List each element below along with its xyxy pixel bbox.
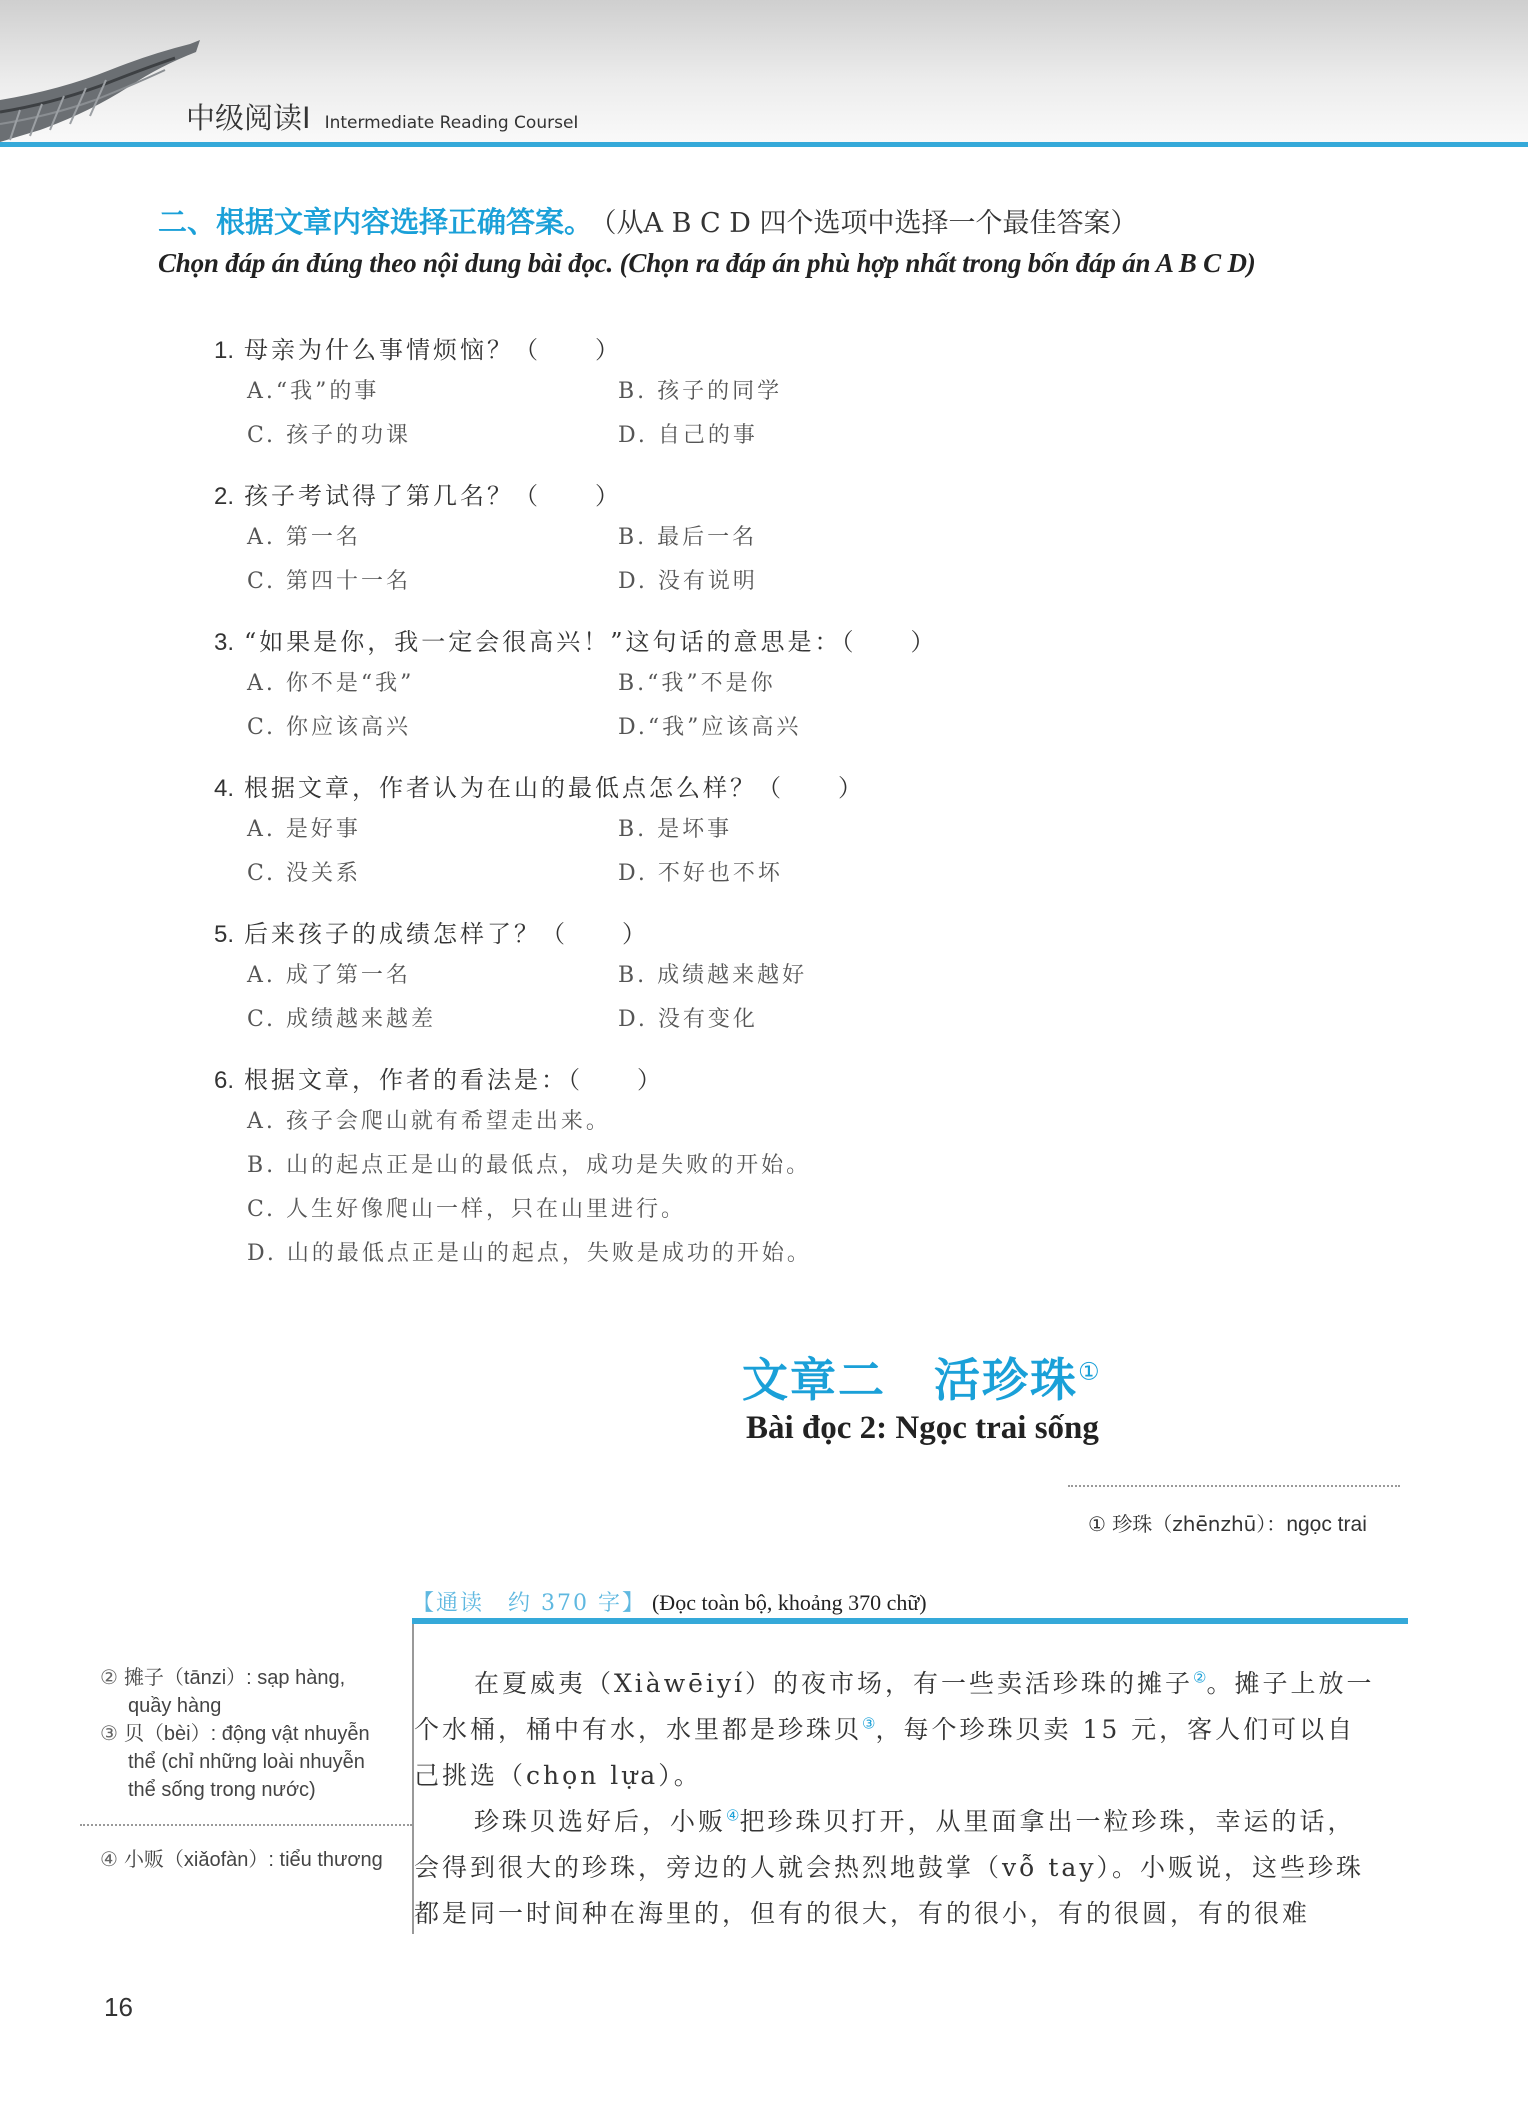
question-3: 3. “如果是你，我一定会很高兴！”这句话的意思是：（ ） [214, 628, 938, 656]
reading-rule [412, 1618, 1408, 1624]
q1-option-b[interactable]: B. 孩子的同学 [618, 379, 783, 404]
section-title-note: （从A B C D 四个选项中选择一个最佳答案） [603, 208, 1138, 239]
section-title-zh: 二、根据文章内容选择正确答案。 [158, 205, 594, 239]
section-title [158, 200, 1138, 241]
article-line-4: 珍珠贝选好后，小贩④把珍珠贝打开，从里面拿出一粒珍珠，幸运的话， [474, 1806, 1356, 1836]
q2-option-d[interactable]: D. 没有说明 [618, 569, 758, 594]
q6-option-a[interactable]: A. 孩子会爬山就有希望走出来。 [247, 1109, 611, 1134]
footnote-divider [1068, 1485, 1400, 1487]
q2-option-b[interactable]: B. 最后一名 [618, 525, 758, 550]
q3-option-a[interactable]: A. 你不是“我” [247, 671, 415, 696]
q3-option-d[interactable]: D.“我”应该高兴 [618, 715, 802, 740]
q3-option-c[interactable]: C. 你应该高兴 [247, 715, 412, 740]
article-title-vi: Bài đọc 2: Ngọc trai sống [746, 1410, 1099, 1446]
q1-option-d[interactable]: D. 自己的事 [618, 423, 758, 448]
article-line-1: 在夏威夷（Xiàwēiyí）的夜市场，有一些卖活珍珠的摊子②。摊子上放一 [474, 1668, 1375, 1698]
article-title-footnote-mark: ① [1078, 1357, 1102, 1386]
q5-option-d[interactable]: D. 没有变化 [618, 1007, 758, 1032]
article-title [742, 1344, 1102, 1410]
article-line-6: 都是同一时间种在海里的，但有的很大，有的很小，有的很圆，有的很难 [414, 1899, 1311, 1928]
question-4: 4. 根据文章，作者认为在山的最低点怎么样？（ ） [214, 774, 866, 802]
gloss-3: ③ 贝（bèi）: động vật nhuyễn thể (chỉ những loài nhuyễn thể sống trong nước) [100, 1723, 370, 1801]
article-line-3: 己挑选（chọn lựa）。 [414, 1761, 702, 1790]
q3-option-b[interactable]: B.“我”不是你 [618, 671, 776, 696]
q4-option-c[interactable]: C. 没关系 [247, 861, 362, 886]
question-2: 2. 孩子考试得了第几名？（ ） [214, 482, 623, 510]
q1-option-c[interactable]: C. 孩子的功课 [247, 423, 412, 448]
q5-option-c[interactable]: C. 成绩越来越差 [247, 1007, 437, 1032]
footnote-1: ① 珍珠（zhēnzhū）：ngọc trai [1088, 1512, 1367, 1536]
q2-option-a[interactable]: A. 第一名 [247, 525, 361, 550]
article-title-zh: 文章二 活珍珠 [742, 1353, 1078, 1407]
gloss-divider [80, 1824, 412, 1826]
q4-option-d[interactable]: D. 不好也不坏 [618, 861, 783, 886]
question-1: 1. 母亲为什么事情烦恼？（ ） [214, 336, 623, 364]
header-title [186, 96, 578, 137]
header-rule [0, 142, 1528, 147]
question-5: 5. 后来孩子的成绩怎样了？（ ） [214, 920, 650, 948]
page-number: 16 [104, 1992, 133, 2022]
reading-label-zh: 【通读 约 370 字】 [412, 1591, 646, 1616]
article-line-5: 会得到很大的珍珠，旁边的人就会热烈地鼓掌（vỗ tay）。小贩说，这些珍珠 [414, 1853, 1364, 1882]
q4-option-b[interactable]: B. 是坏事 [618, 817, 733, 842]
article-line-2: 个水桶，桶中有水，水里都是珍珠贝③，每个珍珠贝卖 15 元，客人们可以自 [414, 1714, 1356, 1744]
header-title-en: Intermediate Reading CourseⅠ [324, 113, 579, 133]
q2-option-c[interactable]: C. 第四十一名 [247, 569, 412, 594]
q6-option-b[interactable]: B. 山的起点正是山的最低点，成功是失败的开始。 [247, 1153, 812, 1178]
q5-option-a[interactable]: A. 成了第一名 [247, 963, 411, 988]
question-6: 6. 根据文章，作者的看法是：（ ） [214, 1066, 665, 1094]
q4-option-a[interactable]: A. 是好事 [247, 817, 361, 842]
gloss-4: ④ 小贩（xiǎofàn）: tiểu thương [100, 1849, 383, 1871]
section-title-vi: Chọn đáp án đúng theo nội dung bài đọc. (Chọn ra đáp án phù hợp nhất trong bốn đáp án A B C D) [158, 248, 1256, 278]
q1-option-a[interactable]: A.“我”的事 [247, 379, 380, 404]
header-title-zh: 中级阅读Ⅰ [186, 101, 311, 135]
reading-label-vi: (Đọc toàn bộ, khoảng 370 chữ) [651, 1590, 927, 1615]
q6-option-d[interactable]: D. 山的最低点正是山的起点，失败是成功的开始。 [247, 1241, 812, 1266]
q5-option-b[interactable]: B. 成绩越来越好 [618, 963, 808, 988]
q6-option-c[interactable]: C. 人生好像爬山一样，只在山里进行。 [247, 1197, 687, 1222]
reading-label [412, 1586, 927, 1617]
gloss-2: ② 摊子（tānzi）: sạp hàng, quầy hàng [100, 1667, 346, 1717]
